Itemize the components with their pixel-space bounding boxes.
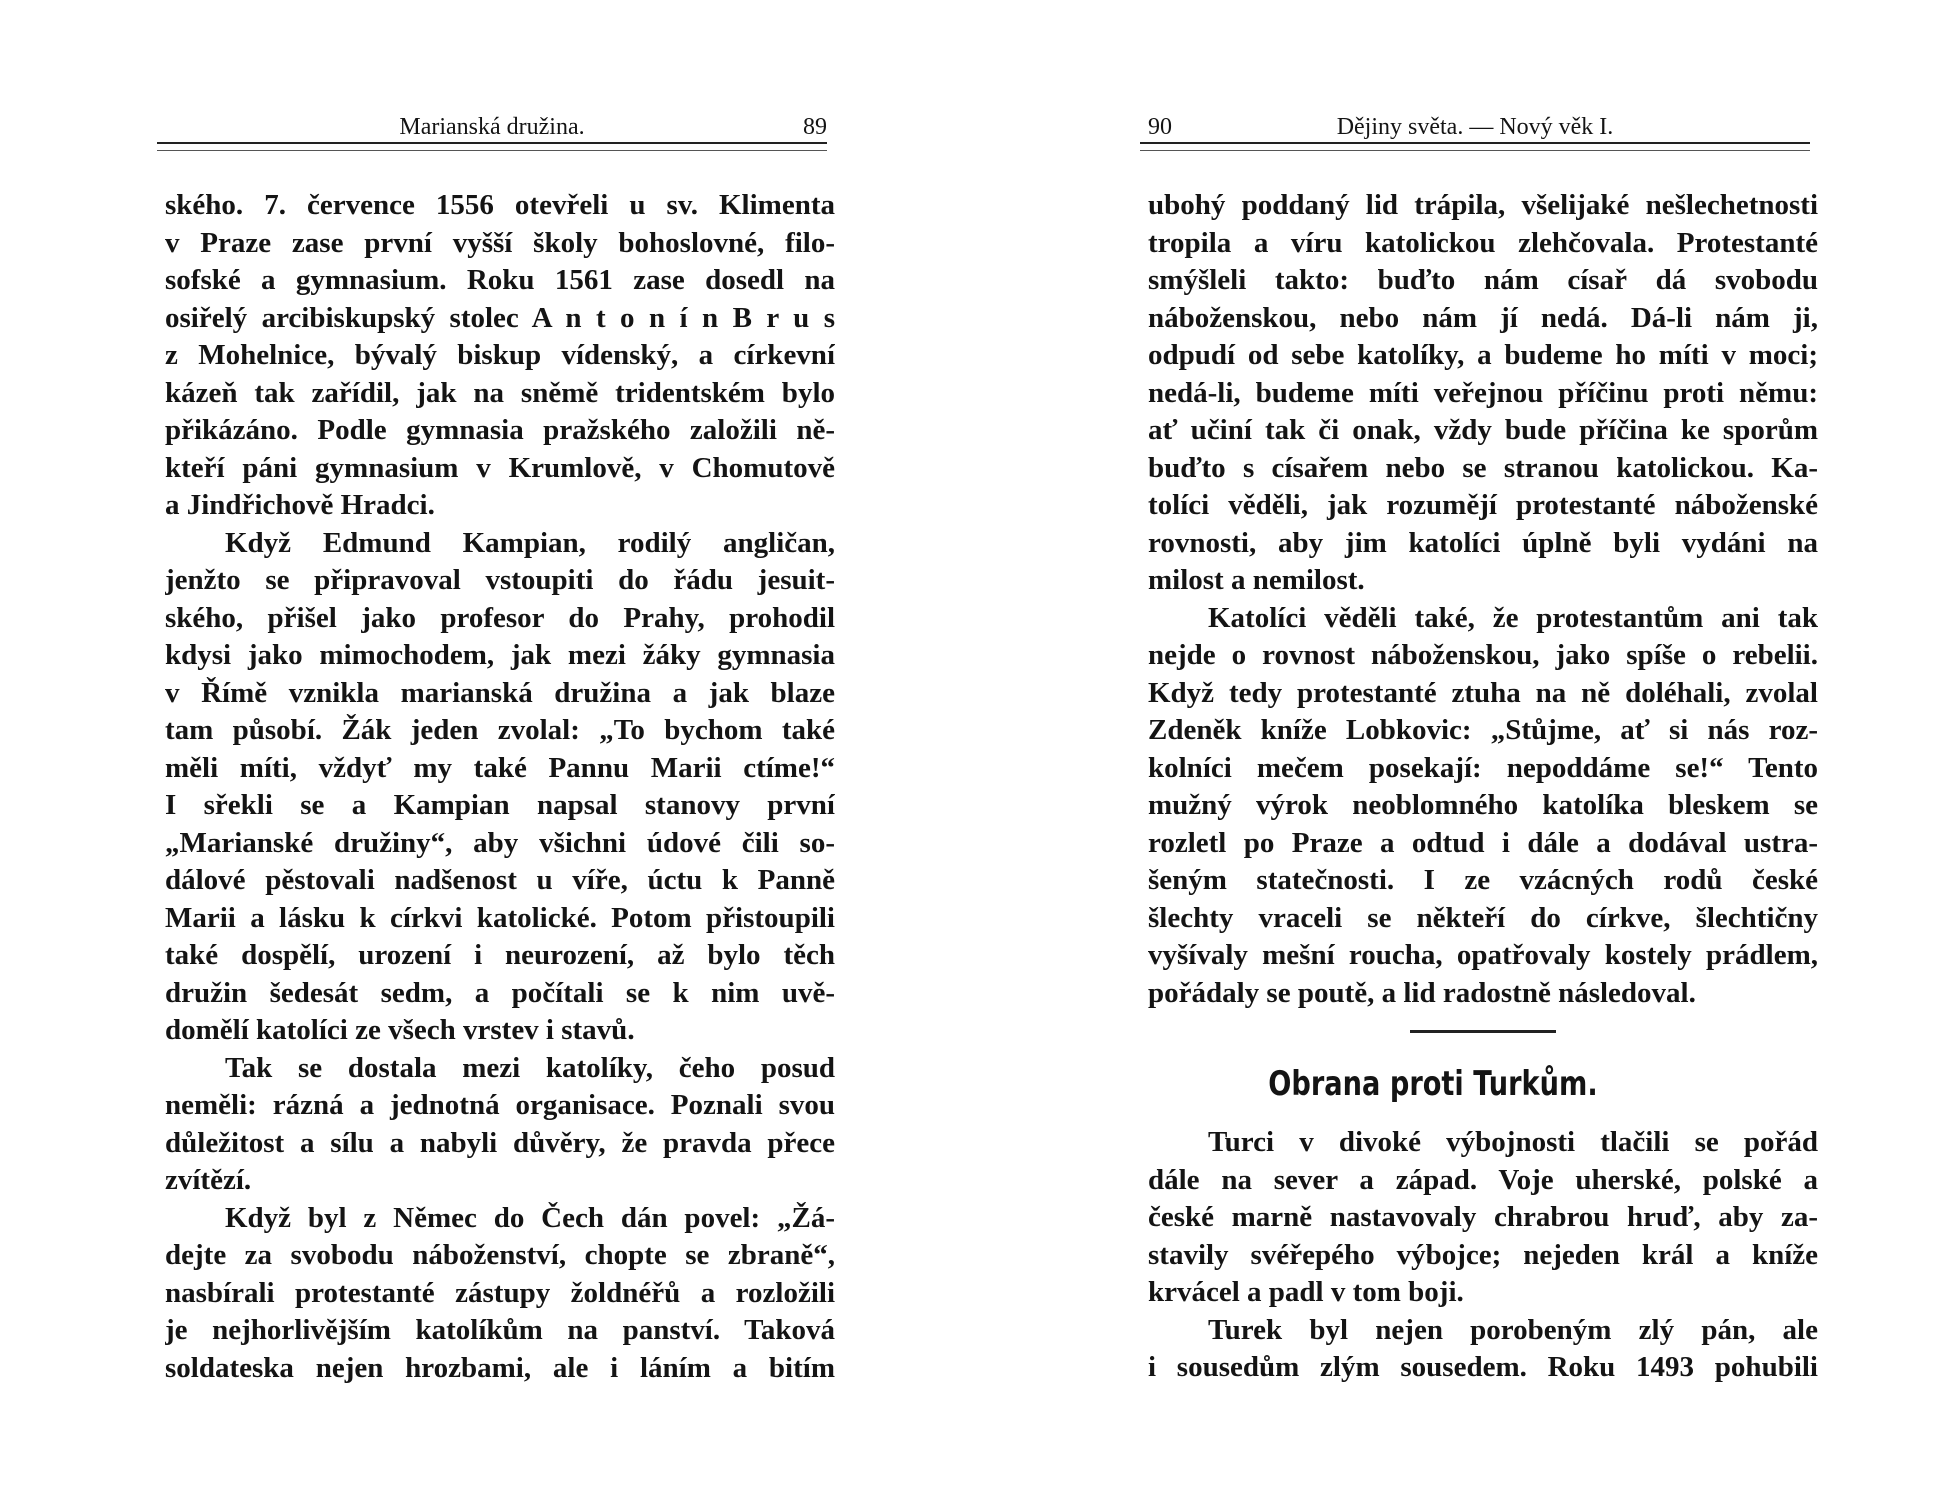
text-line: družin šedesát sedm, a počítali se k nim uvě-	[165, 976, 835, 1009]
text-line: rovnosti, aby jim katolíci úplně byli vydáni na	[1148, 526, 1818, 559]
text-line: je nejhorlivějším katolíkům na panství. Taková	[165, 1314, 835, 1346]
paragraph	[1148, 1124, 1818, 1312]
text-line: kolníci mečem posekají: nepoddáme se!“ Tento	[1148, 751, 1818, 784]
text-line: Turci v divoké výbojnosti tlačili se pořád	[1208, 1126, 1818, 1158]
text-line: odpudí od sebe katolíky, a budeme ho míti v moci;	[1148, 339, 1818, 371]
paragraph	[165, 1200, 835, 1388]
text-line: I sřekli se a Kampian napsal stanovy první	[165, 789, 835, 821]
text-line: Když byl z Němec do Čech dán povel: „Žá-	[225, 1201, 835, 1234]
text-line: osiřelý arcibiskupský stolec A n t o n í n B r u s	[165, 301, 835, 334]
text-line: kteří páni gymnasium v Krumlově, v Chomutově	[165, 451, 835, 484]
section-body-text	[1148, 1124, 1818, 1387]
text-line: a Jindřichově Hradci.	[165, 489, 435, 521]
text-line: dejte za svobodu náboženství, chopte se zbraně“,	[165, 1239, 835, 1271]
running-title: Dějiny světa. — Nový věk I.	[1336, 114, 1614, 140]
text-line: Zdeněk kníže Lobkovic: „Stůjme, ať si nás roz-	[1148, 714, 1818, 746]
text-line: domělí katolíci ze všech vrstev i stavů.	[165, 1014, 635, 1046]
body-text	[1148, 187, 1818, 1012]
text-line: zvítězí.	[165, 1164, 252, 1196]
text-line: Když tedy protestanté ztuha na ně doléhali, zvolal	[1148, 676, 1818, 709]
left-page	[165, 0, 835, 1500]
text-line: kázeň tak zařídil, jak na sněmě tridentském bylo	[165, 376, 835, 409]
text-line: mužný výrok neoblomného katolíka bleskem se	[1148, 789, 1818, 821]
text-line: nedá-li, budeme míti veřejnou příčinu proti němu:	[1148, 376, 1818, 409]
text-line: šeným statečnosti. I ze vzácných rodů české	[1148, 864, 1818, 896]
text-line: v Praze zase první vyšší školy bohoslovné, filo-	[165, 226, 835, 259]
text-line: vyšívaly mešní roucha, opatřovaly kostely prádlem,	[1148, 939, 1818, 971]
header-rule	[1140, 142, 1810, 151]
text-line: krvácel a padl v tom boji.	[1148, 1276, 1464, 1308]
text-line: dále na sever a západ. Voje uherské, polské a	[1148, 1163, 1818, 1196]
text-line: tropila a víru katolickou zlehčovala. Protestanté	[1148, 226, 1818, 259]
body-text	[165, 187, 835, 1387]
section-divider	[1410, 1030, 1556, 1033]
text-line: ského, přišel jako profesor do Prahy, prohodil	[165, 601, 835, 634]
running-title: Marianská družina.	[399, 114, 585, 140]
text-line: přikázáno. Podle gymnasia pražského založili ně-	[165, 414, 835, 446]
text-line: sofské a gymnasium. Roku 1561 zase dosedl na	[165, 264, 835, 296]
page-number: 89	[803, 114, 827, 140]
text-line: kdysi jako mimochodem, jak mezi žáky gymnasia	[165, 639, 835, 671]
text-line: „Marianské družiny“, aby všichni údové čili so-	[165, 826, 835, 859]
paragraph	[165, 525, 835, 1050]
text-line: šlechty vraceli se někteří do církve, šlechtičny	[1148, 901, 1818, 934]
text-line: ského. 7. července 1556 otevřeli u sv. Klimenta	[165, 189, 835, 221]
text-line: důležitost a sílu a nabyli důvěry, že pravda přece	[165, 1126, 835, 1159]
text-line: Tak se dostala mezi katolíky, čeho posud	[225, 1051, 835, 1084]
text-line: české marně nastavovaly chrabrou hruď, aby za-	[1148, 1201, 1818, 1233]
paragraph	[165, 1050, 835, 1200]
text-line: i sousedům zlým sousedem. Roku 1493 pohubili	[1148, 1351, 1818, 1383]
text-line: Když Edmund Kampian, rodilý angličan,	[225, 526, 835, 559]
text-line: tam působí. Žák jeden zvolal: „To bychom také	[165, 714, 835, 746]
text-line: pořádaly se poutě, a lid radostně následoval.	[1148, 976, 1696, 1009]
text-line: náboženskou, nebo nám jí nedá. Dá-li nám ji,	[1148, 301, 1818, 334]
text-line: buďto s císařem nebo se stranou katolickou. Ka-	[1148, 451, 1818, 484]
text-line: rozletl po Praze a odtud i dále a dodával ustra-	[1148, 826, 1818, 859]
text-line: neměli: rázná a jednotná organisace. Poznali svou	[165, 1089, 835, 1121]
text-line: nejde o rovnost náboženskou, jako spíše o rebelii.	[1148, 639, 1818, 671]
text-line: Turek byl nejen porobeným zlý pán, ale	[1208, 1313, 1818, 1346]
text-line: Katolíci věděli také, že protestantům ani tak	[1208, 601, 1818, 634]
text-line: ať učiní tak či onak, vždy bude příčina ke sporům	[1148, 414, 1818, 446]
text-line: stavily svéřepého výbojce; nejeden král a kníže	[1148, 1238, 1818, 1271]
text-line: milost a nemilost.	[1148, 564, 1365, 596]
header-rule	[157, 142, 827, 151]
section-heading: Obrana proti Turkům.	[1268, 1064, 1598, 1104]
paragraph	[1148, 1312, 1818, 1387]
paragraph	[1148, 187, 1818, 600]
text-line: Marii a lásku k církvi katolické. Potom přistoupili	[165, 901, 835, 934]
text-line: měli míti, vždyť my také Pannu Marii ctíme!“	[165, 751, 835, 784]
text-line: také dospělí, urození i neurození, až bylo těch	[165, 939, 835, 971]
right-page	[1148, 0, 1818, 1500]
text-line: soldateska nejen hrozbami, ale i láním a bitím	[165, 1351, 835, 1384]
paragraph	[165, 187, 835, 525]
text-line: jenžto se připravoval vstoupiti do řádu jesuit-	[165, 564, 835, 596]
text-line: dálové pěstovali nadšenost u víře, úctu k Panně	[165, 864, 835, 896]
page-number: 90	[1148, 114, 1172, 140]
text-line: smýšleli takto: buďto nám císař dá svobodu	[1148, 264, 1818, 296]
text-line: z Mohelnice, bývalý biskup vídenský, a církevní	[165, 339, 835, 371]
text-line: v Římě vznikla marianská družina a jak blaze	[165, 676, 835, 709]
text-line: nasbírali protestanté zástupy žoldnéřů a rozložili	[165, 1276, 835, 1309]
text-line: ubohý poddaný lid trápila, všelijaké nešlechetnosti	[1148, 189, 1818, 221]
paragraph	[1148, 600, 1818, 1013]
text-line: tolíci věděli, jak rozumějí protestanté náboženské	[1148, 489, 1818, 521]
